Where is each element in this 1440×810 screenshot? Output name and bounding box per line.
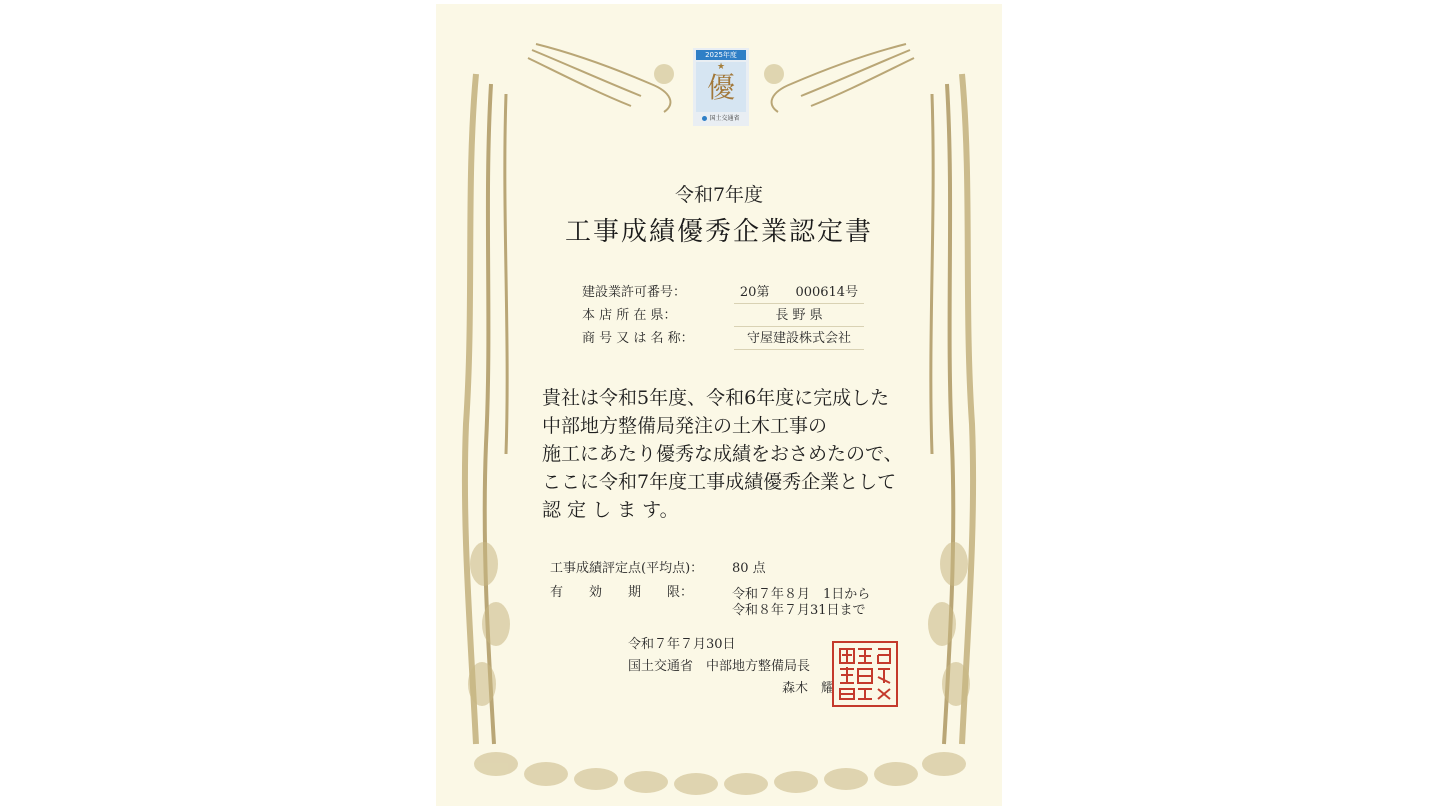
body-line: ここに令和7年度工事成績優秀企業として [542,471,897,493]
body-line: 中部地方整備局発注の土木工事の [542,415,828,437]
validity-from: 令和７年８月 1日から [732,587,871,602]
badge-character: 優 [706,71,735,104]
badge-ministry [696,114,746,123]
validity-to: 令和８年７月31日まで [732,603,866,618]
ministry-logo-icon [702,116,707,121]
info-value: 20第 000614号 [734,283,864,304]
info-value: 長 野 県 [734,306,864,327]
signatory: 森木 耀 [782,681,835,696]
certificate-paper [436,4,1002,806]
seal-glyphs [834,643,896,705]
info-label: 建設業許可番号： [582,285,687,300]
certificate-title: 工事成績優秀企業認定書 [564,217,873,247]
issue-date: 令和７年７月30日 [628,637,736,652]
badge-year: 2025年度 [696,50,746,60]
body-line: 貴社は令和5年度、令和6年度に完成した [542,387,890,409]
info-label: 本 店 所 在 県： [582,308,677,323]
info-label: 商 号 又 は 名 称： [582,331,694,346]
info-value: 守屋建設株式会社 [734,329,864,350]
issuer: 国土交通省 中部地方整備局長 [628,659,811,674]
validity-label: 有 効 期 限： [550,585,694,600]
fiscal-year: 令和7年度 [674,184,764,206]
certificate-body [542,384,902,524]
official-seal [832,641,898,707]
badge-plate [696,62,746,112]
body-line: 施工にあたり優秀な成績をおさめたので、 [542,443,903,465]
score-value: 80 点 [732,561,766,576]
star-icon: ★ [716,62,726,72]
excellence-badge [693,48,749,126]
badge-ministry-label: 国土交通省 [709,115,740,122]
score-label: 工事成績評定点(平均点)： [550,561,704,576]
body-line: 認 定 し ま す。 [542,499,679,521]
